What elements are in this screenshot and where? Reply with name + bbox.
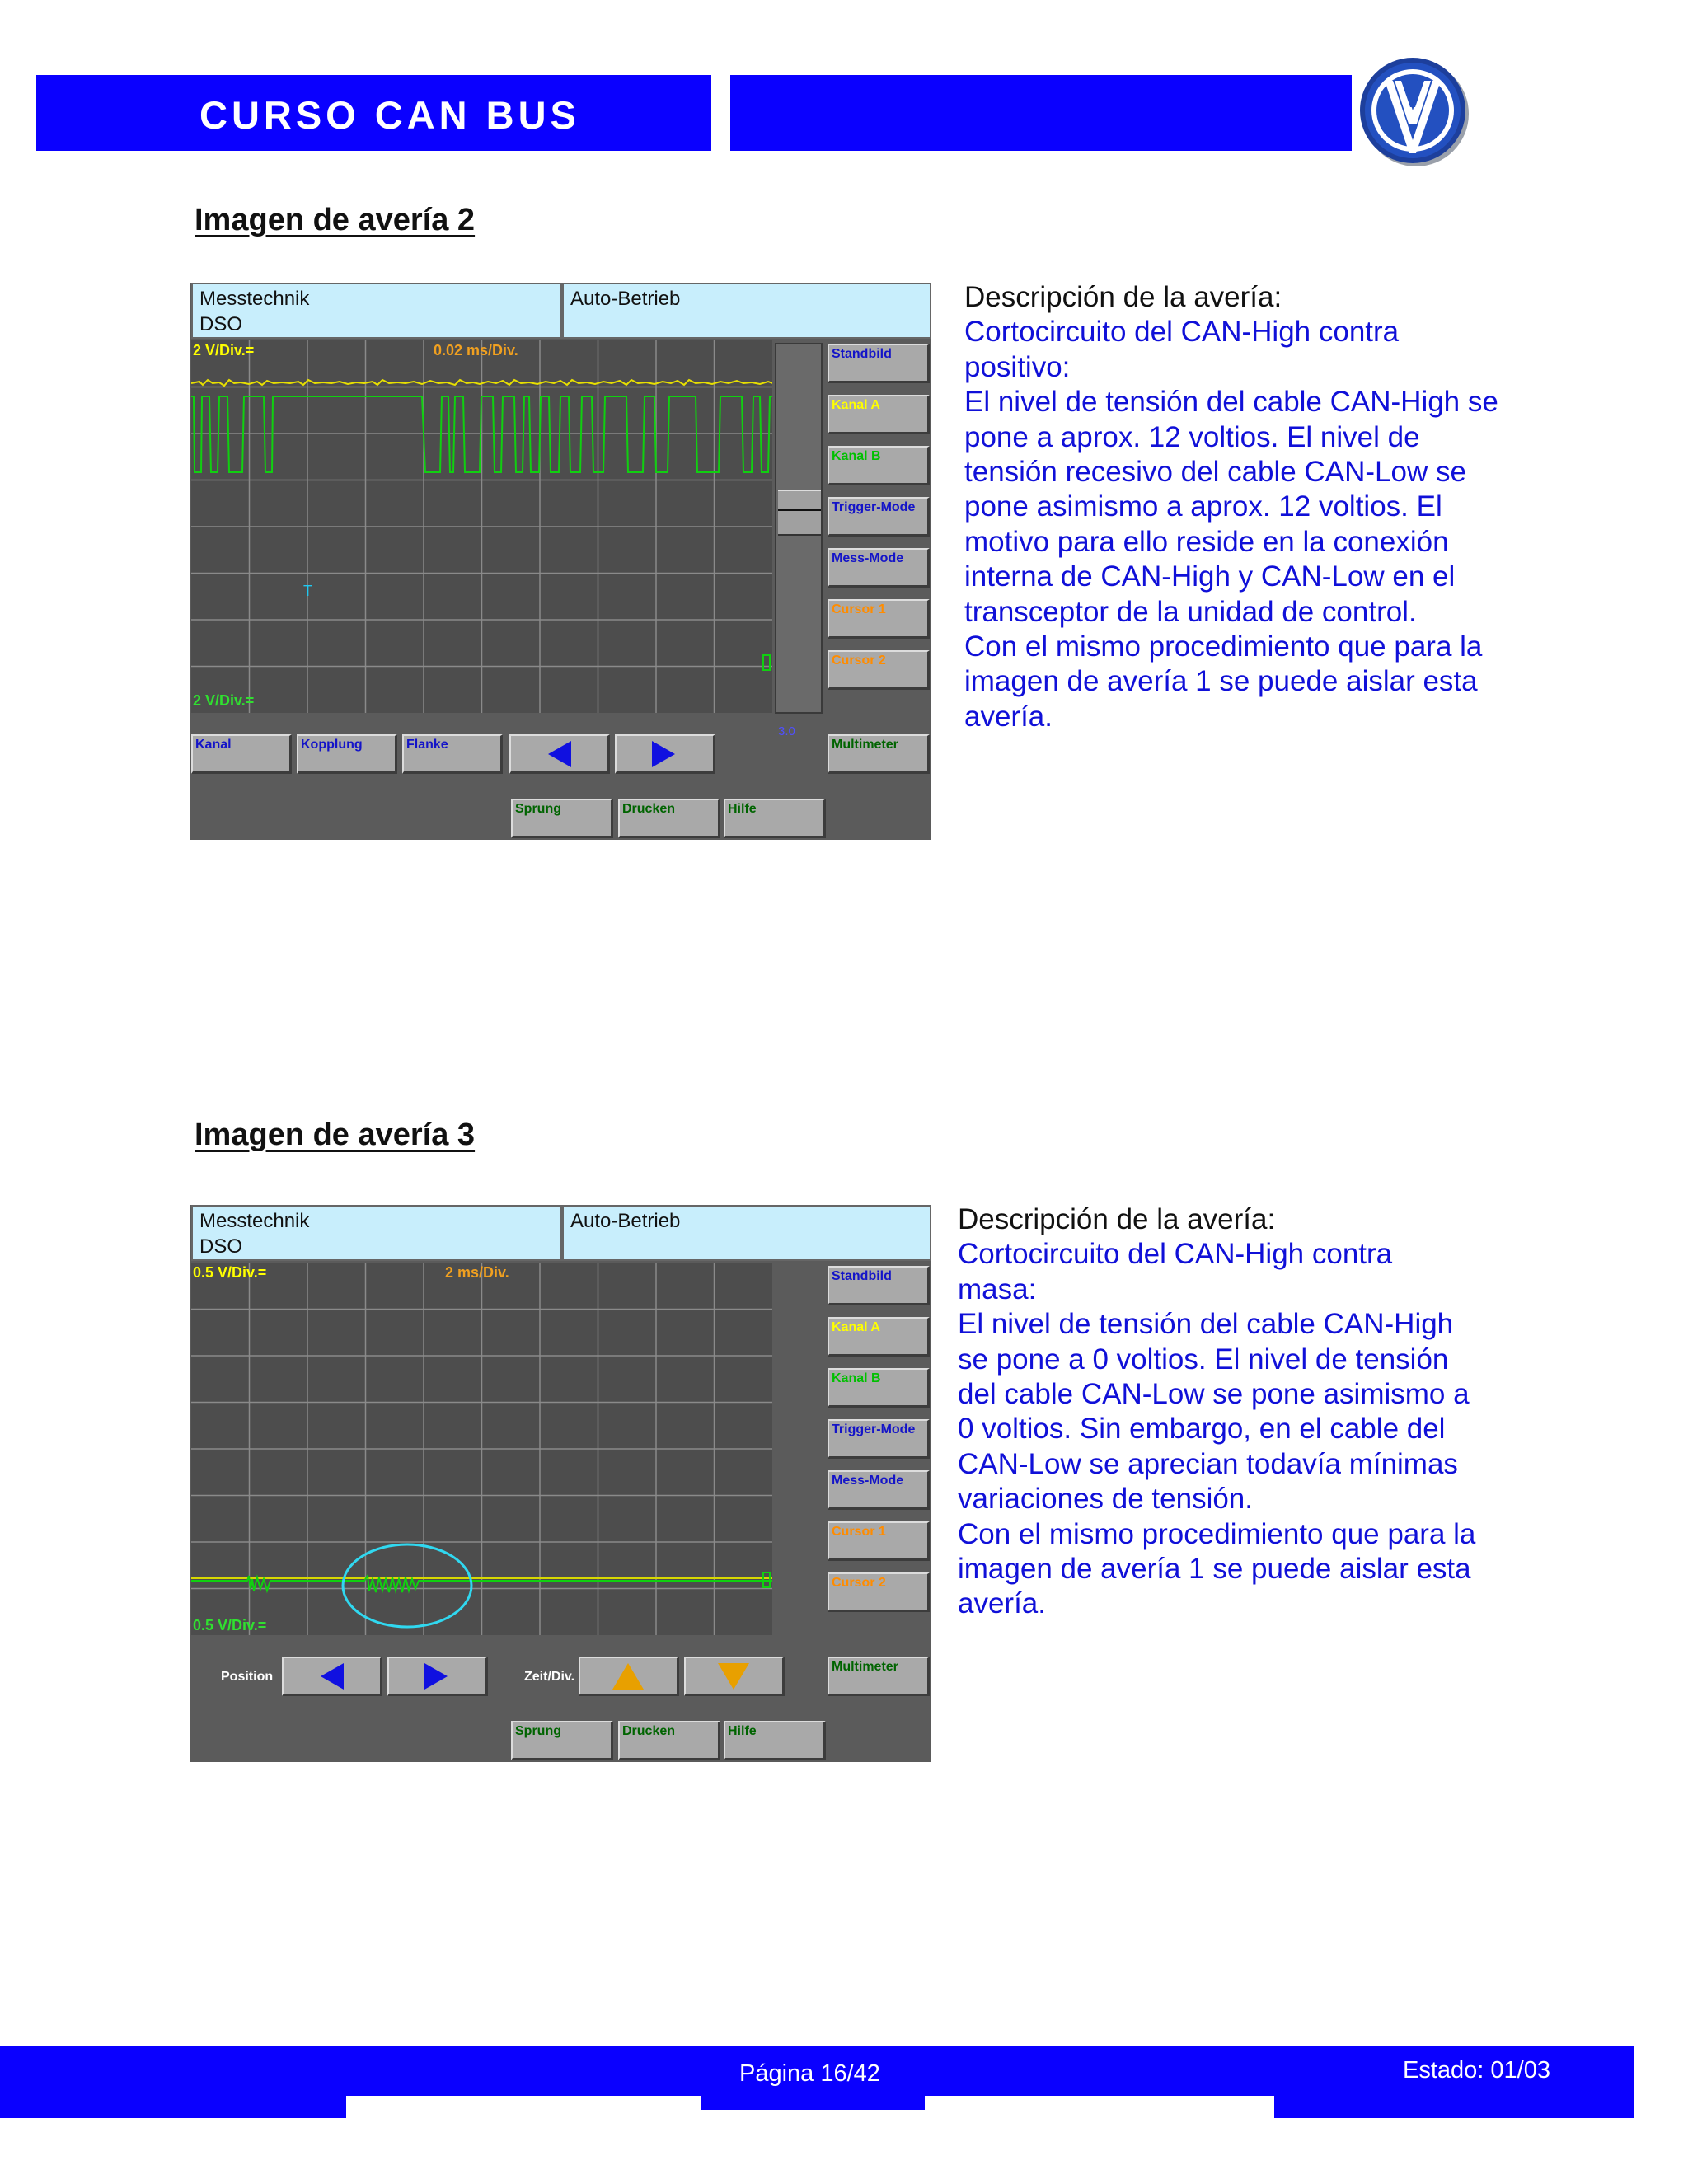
description-line: positivo: (964, 350, 1071, 383)
position-label: Position (221, 1670, 274, 1684)
side-button-mess-mode[interactable]: Mess-Mode (828, 1470, 930, 1510)
arrow-left-icon (286, 1660, 377, 1693)
description-line: El nivel de tensión del cable CAN-High se (964, 386, 1498, 419)
slider-handle[interactable] (778, 490, 821, 536)
description-line: avería. (958, 1587, 1046, 1620)
dso-tab-auto-betrieb[interactable] (562, 1205, 931, 1261)
button-hilfe[interactable]: Hilfe (724, 799, 826, 838)
description-line: Con el mismo procedimiento que para la (964, 630, 1483, 663)
page-number: Página 16/42 (739, 2060, 880, 2087)
zeit-div-label: Zeit/Div. (524, 1670, 575, 1684)
page-header-title: CURSO CAN BUS (199, 93, 580, 137)
button-position-left[interactable] (282, 1657, 382, 1696)
header-bar-right (730, 75, 1352, 151)
description-line: pone asimismo a aprox. 12 voltios. El (964, 490, 1442, 523)
time-scale: 0.02 ms/Div. (434, 342, 518, 359)
dso-tab-label: Messtechnik (199, 288, 310, 310)
ch-a-scale: 2 V/Div.= (193, 342, 255, 359)
description-line: transceptor de la unidad de control. (964, 595, 1417, 628)
description-line: imagen de avería 1 se puede aislar esta (964, 665, 1478, 698)
button-kanal[interactable]: Kanal (191, 734, 292, 774)
arrow-right-icon (619, 738, 710, 771)
description-line: motivo para ello reside en la conexión (964, 525, 1449, 558)
side-button-standbild[interactable]: Standbild (828, 344, 930, 383)
side-button-trigger-mode[interactable]: Trigger-Mode (828, 497, 930, 537)
dso-tab-sublabel: DSO (199, 313, 243, 335)
trigger-marker: T (303, 583, 312, 599)
slider-value: 3.0 (778, 724, 795, 738)
side-button-standbild[interactable]: Standbild (828, 1266, 930, 1305)
arrow-down-icon (688, 1660, 779, 1693)
dso-panel-2 (190, 1205, 931, 1762)
status-date: Estado: 01/03 (1403, 2057, 1550, 2083)
dso-tab-label: Auto-Betrieb (570, 288, 681, 310)
side-button-kanal-b[interactable]: Kanal B (828, 1368, 930, 1408)
button-drucken[interactable]: Drucken (618, 799, 720, 838)
description-2 (958, 1202, 1642, 1622)
description-line: se pone a 0 voltios. El nivel de tensión (958, 1343, 1449, 1376)
button-sprung[interactable]: Sprung (511, 799, 613, 838)
button-hilfe[interactable]: Hilfe (724, 1721, 826, 1760)
description-line: variaciones de tensión. (958, 1483, 1253, 1516)
description-label: Descripción de la avería: (958, 1203, 1276, 1235)
description-line: Cortocircuito del CAN-High contra (964, 316, 1400, 349)
oscilloscope-screen (191, 340, 772, 713)
side-button-multimeter[interactable]: Multimeter (828, 1657, 930, 1696)
button-prev[interactable] (509, 734, 610, 774)
footer-bar-tab-left (0, 2096, 346, 2118)
side-button-kanal-a[interactable]: Kanal A (828, 1317, 930, 1357)
description-1 (964, 280, 1640, 734)
side-button-mess-mode[interactable]: Mess-Mode (828, 548, 930, 588)
description-line: Con el mismo procedimiento que para la (958, 1517, 1476, 1550)
button-next[interactable] (615, 734, 715, 774)
ch-a-scale: 0.5 V/Div.= (193, 1264, 267, 1281)
footer-bar-tab-center (701, 2096, 925, 2110)
dso-tab-messtechnik[interactable] (191, 1205, 562, 1261)
oscilloscope-screen (191, 1263, 772, 1635)
time-scale: 2 ms/Div. (445, 1264, 509, 1281)
description-line: imagen de avería 1 se puede aislar esta (958, 1553, 1471, 1586)
side-button-kanal-b[interactable]: Kanal B (828, 446, 930, 485)
description-line: del cable CAN-Low se pone asimismo a (958, 1378, 1470, 1411)
button-drucken[interactable]: Drucken (618, 1721, 720, 1760)
description-line: interna de CAN-High y CAN-Low en el (964, 560, 1456, 593)
side-button-cursor-1[interactable]: Cursor 1 (828, 1521, 930, 1561)
description-line: masa: (958, 1272, 1037, 1305)
arrow-right-icon (392, 1660, 482, 1693)
dso-tab-auto-betrieb[interactable] (562, 283, 931, 339)
description-label: Descripción de la avería: (964, 281, 1282, 313)
side-button-trigger-mode[interactable]: Trigger-Mode (828, 1419, 930, 1459)
description-line: El nivel de tensión del cable CAN-High (958, 1308, 1454, 1341)
side-button-cursor-2[interactable]: Cursor 2 (828, 1572, 930, 1612)
button-flanke[interactable]: Flanke (402, 734, 503, 774)
side-button-multimeter[interactable]: Multimeter (828, 734, 930, 774)
arrow-up-icon (583, 1660, 673, 1693)
description-line: avería. (964, 700, 1053, 733)
description-line: CAN-Low se aprecian todavía mínimas (958, 1447, 1458, 1480)
button-kopplung[interactable]: Kopplung (297, 734, 397, 774)
ch-b-scale: 0.5 V/Div.= (193, 1617, 267, 1633)
section-1-title: Imagen de avería 2 (195, 203, 476, 237)
button-sprung[interactable]: Sprung (511, 1721, 613, 1760)
level-slider[interactable] (775, 343, 823, 714)
arrow-left-icon (513, 738, 604, 771)
ch-b-scale: 2 V/Div.= (193, 692, 255, 709)
side-button-cursor-1[interactable]: Cursor 1 (828, 599, 930, 639)
button-position-right[interactable] (387, 1657, 488, 1696)
button-zeit-up[interactable] (579, 1657, 679, 1696)
footer-bar-tab-right (1274, 2096, 1634, 2118)
description-line: pone a aprox. 12 voltios. El nivel de (964, 420, 1420, 453)
dso-tab-messtechnik[interactable] (191, 283, 562, 339)
side-button-kanal-a[interactable]: Kanal A (828, 395, 930, 434)
section-2-title: Imagen de avería 3 (195, 1118, 476, 1152)
description-line: 0 voltios. Sin embargo, en el cable del (958, 1413, 1446, 1446)
dso-tab-sublabel: DSO (199, 1235, 243, 1258)
side-button-cursor-2[interactable]: Cursor 2 (828, 650, 930, 690)
dso-tab-label: Auto-Betrieb (570, 1210, 681, 1232)
button-zeit-down[interactable] (684, 1657, 785, 1696)
description-line: tensión recesivo del cable CAN-Low se (964, 456, 1466, 489)
vw-logo-icon (1352, 49, 1475, 173)
description-line: Cortocircuito del CAN-High contra (958, 1238, 1393, 1271)
dso-panel-1 (190, 283, 931, 840)
dso-tab-label: Messtechnik (199, 1210, 310, 1232)
